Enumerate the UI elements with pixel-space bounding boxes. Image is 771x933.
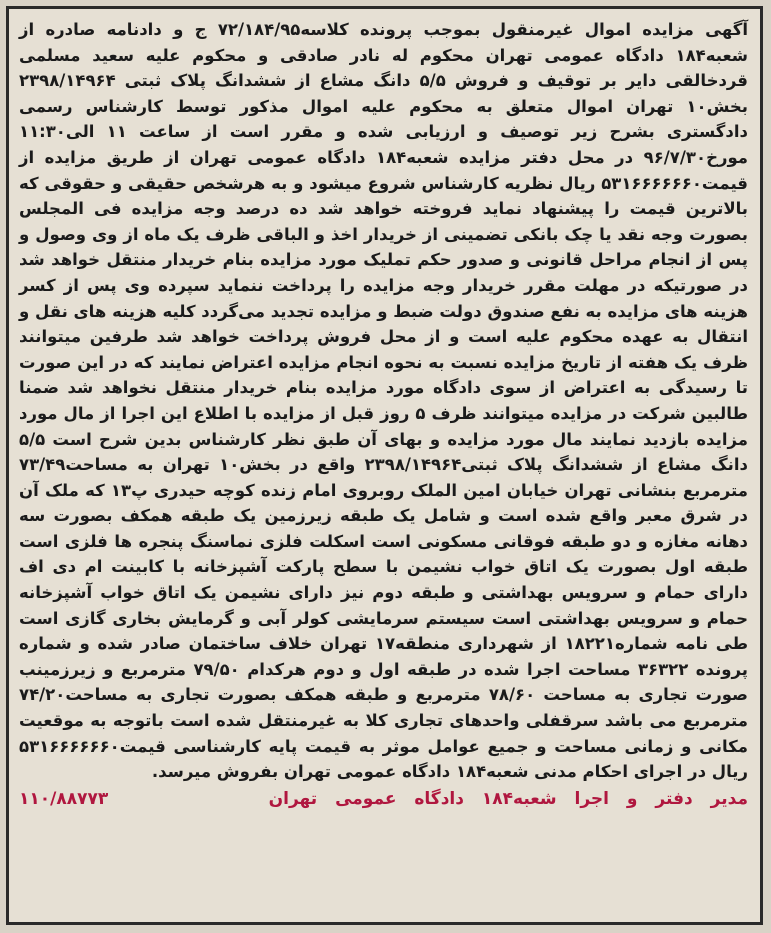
notice-reference-code: ۱۱۰/۸۸۷۷۳ (19, 788, 109, 809)
notice-body-text: آگهی مزایده اموال غیرمنقول بموجب پرونده کلاسه۷۲/۱۸۴/۹۵ ج و دادنامه صادره از شعبه۱۸۴ دادگاه عمومی تهران محکوم له نادر صادقی و محکوم علیه سعید مسلمی قردخالقی دایر بر توقیف و فروش ۵/۵ دانگ مشاع از ششدانگ پلاک ثبتی ۲۳۹۸/۱۴۹۶۴ بخش۱۰ تهران اموال متعلق به محکوم علیه اموال مذکور توسط کارشناس رسمی دادگستری بشرح زیر توصیف و ارزیابی شده و مقرر است از ساعت ۱۱ الی۱۱:۳۰ مورخ۹۶/۷/۳۰ در محل دفتر مزایده شعبه۱۸۴ دادگاه عمومی تهران از طریق مزایده از قیمت۵۳۱۶۶۶۶۶۶۰ ریال نظریه کارشناس شروع میشود و به هرشخص حقیقی و حقوقی که بالاترین قیمت را پیشنهاد نماید فروخته خواهد شد ده درصد وجه مزایده فی المجلس بصورت وجه نقد یا چک بانکی تضمینی از خریدار اخذ و الباقی ظرف یک ماه از وی وصول و پس از انجام مراحل قانونی و صدور حکم تملیک مورد مزایده بنام خریدار منتقل خواهد شد در صورتیکه در مهلت مقرر خریدار وجه مزایده را پرداخت ننماید سپرده وی پس از کسر هزینه های مزایده به نفع صندوق دولت ضبط و مزایده تجدید می‌گردد کلیه هزینه های نقل و انتقال به عهده محکوم علیه است و از محل فروش پرداخت خواهد شد طرفین میتوانند ظرف یک هفته از تاریخ مزایده نسبت به نحوه انجام مزایده اعتراض نمایند که در این صورت تا رسیدگی به اعتراض از سوی دادگاه مورد مزایده بنام خریدار منتقل نخواهد شد ضمنا طالبین شرکت در مزایده میتوانند ظرف ۵ روز قبل از مزایده با اطلاع این اجرا از مال مورد مزایده بازدید نمایند مال مورد مزایده و بهای آن طبق نظر کارشناس بدین شرح است ۵/۵ دانگ مشاع از ششدانگ پلاک ثبتی۲۳۹۸/۱۴۹۶۴ واقع در بخش۱۰ تهران به مساحت۷۳/۴۹ مترمربع بنشانی تهران خیابان امین الملک روبروی امام زنده کوچه حیدری پ۱۳ که ملک آن در شرق معبر واقع شده است و شامل یک طبقه زیرزمین یک طبقه همکف بصورت سه دهانه مغازه و دو طبقه فوقانی مسکونی است اسکلت فلزی نماسنگ پنجره ها فلزی است طبقه اول بصورت یک اتاق خواب نشیمن با سطح پارکت آشپزخانه با کابینت ام دی اف دارای حمام و سرویس بهداشتی و طبقه دوم نیز دارای نشیمن یک اتاق خواب آشپزخانه حمام و سرویس بهداشتی است سیستم سرمایشی کولر آبی و گرمایش بخاری گازی است طی نامه شماره۱۸۲۲۱ از شهرداری منطقه۱۷ تهران خلاف ساختمان صادر شده و شماره پرونده ۳۶۳۲۲ مساحت اجرا شده در طبقه اول و دوم هرکدام ۷۹/۵۰ مترمربع و زیرزمینب صورت تجاری به مساحت ۷۸/۶۰ مترمربع و طبقه همکف بصورت تجاری به مساحت۷۴/۲۰ مترمربع می باشد سرقفلی واحدهای تجاری کلا به غیرمنتقل شده است باتوجه به موقعیت مکانی و زمانی مساحت و جمیع عوامل موثر به قیمت پایه کارشناسی قیمت۵۳۱۶۶۶۶۶۶۰ ریال در اجرای احکام مدنی شعبه۱۸۴ دادگاه عمومی تهران بفروش میرسد. (19, 20, 749, 782)
signature-line: مدیر دفتر و اجرا شعبه۱۸۴ دادگاه عمومی تهران (268, 788, 748, 809)
notice-footer (19, 787, 748, 811)
auction-notice (6, 6, 763, 925)
